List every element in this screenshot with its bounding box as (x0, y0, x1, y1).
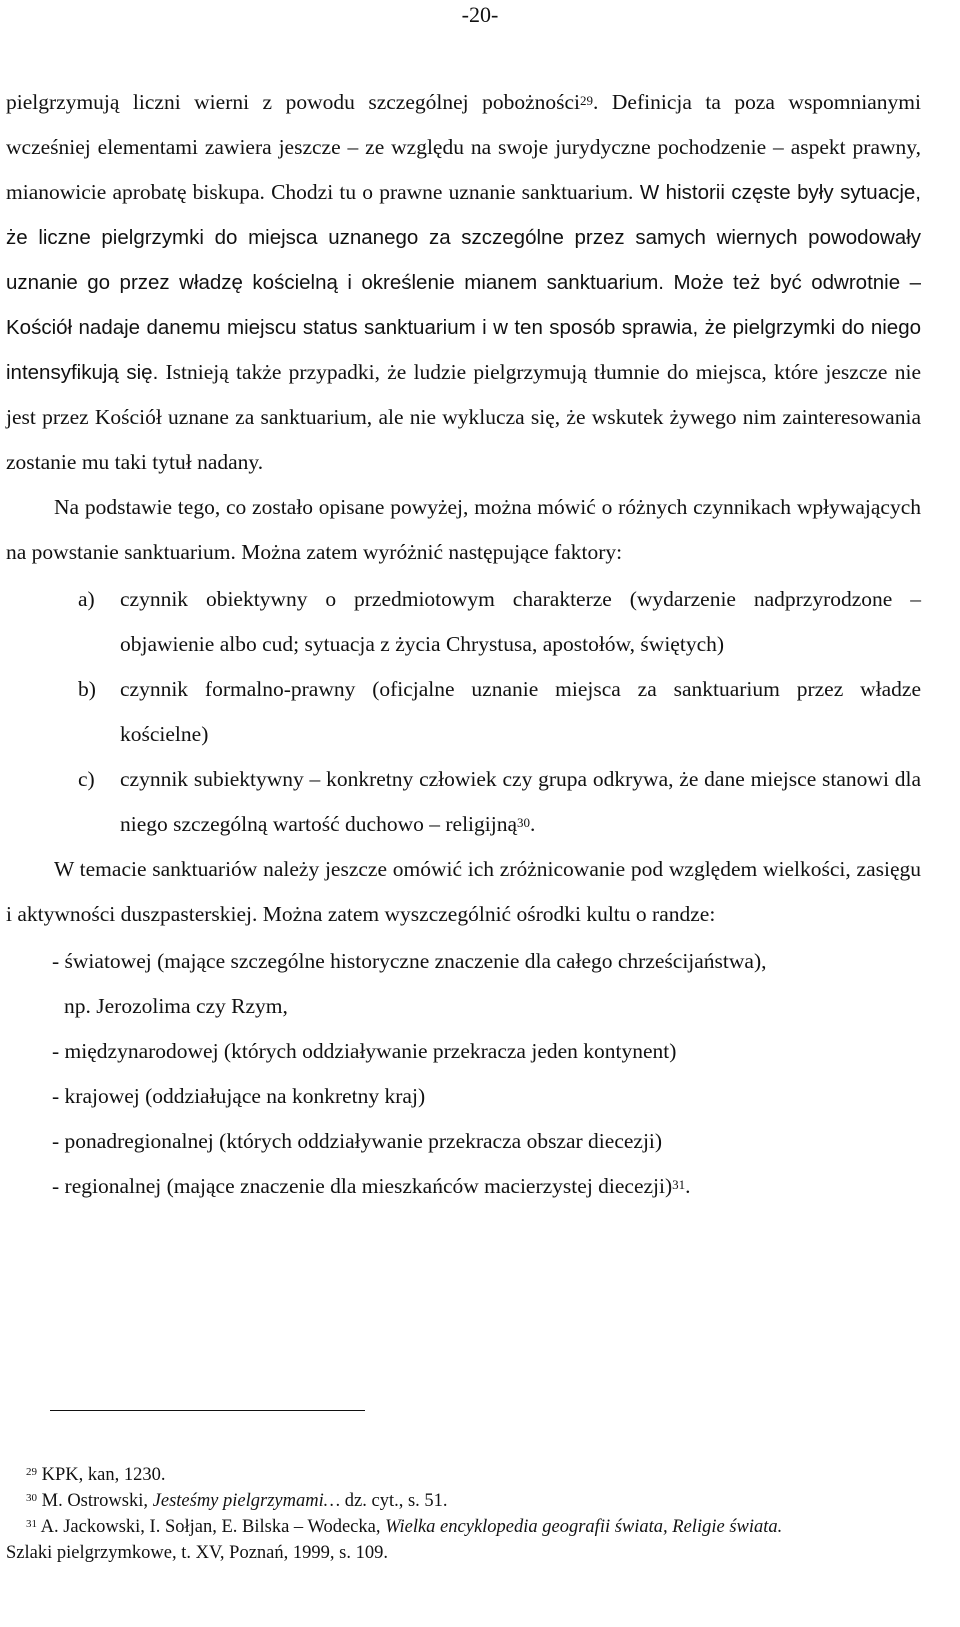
footnote-number: 29 (26, 1466, 37, 1478)
rank-continuation: np. Jerozolima czy Rzym, (64, 994, 288, 1018)
footnote-ref-31[interactable]: 31 (672, 1177, 686, 1192)
footnote-title: Wielka encyklopedia geografii świata, Religie świata. (385, 1517, 783, 1537)
factor-item (6, 667, 921, 757)
rank-end: . (685, 1174, 691, 1198)
factor-list (6, 577, 921, 847)
footnote-text: dz. cyt., s. 51. (340, 1491, 448, 1511)
rank-text: - międzynarodowej (których oddziaływanie przekracza jeden kontynent) (52, 1039, 677, 1063)
paragraph-1-part-2: . Definicja ta poza wspomnianymi wcześniej elementami zawiera jeszcze – ze względu na swoje jurydyczne pochodzenie – aspekt prawny, mianowicie aprobatę biskupa. Chodzi tu o prawne uznanie sanktuarium. (6, 90, 921, 204)
footnote-ref-30[interactable]: 30 (517, 815, 531, 830)
main-text (6, 80, 921, 1209)
footnote-text: A. Jackowski, I. Sołjan, E. Bilska – Wodecka, (37, 1517, 386, 1537)
footnote-title: Jesteśmy pielgrzymami… (152, 1491, 341, 1511)
factor-label: c) (78, 767, 95, 791)
footnote-text: M. Ostrowski, (37, 1491, 153, 1511)
factor-label: b) (78, 677, 96, 701)
factor-text: czynnik formalno-prawny (oficjalne uznanie miejsca za sanktuarium przez władze kościelne) (120, 677, 921, 746)
rank-item (6, 1029, 921, 1074)
factor-item (6, 577, 921, 667)
paragraph-1-part-1: pielgrzymują liczni wierni z powodu szczególnej pobożności (6, 90, 581, 114)
rank-text: - krajowej (oddziałujące na konkretny kraj) (52, 1084, 426, 1108)
footnote-separator (50, 1410, 365, 1411)
footnote-31-continuation: Szlaki pielgrzymkowe, t. XV, Poznań, 1999, s. 109. (6, 1543, 388, 1563)
factor-text: czynnik subiektywny – konkretny człowiek czy grupa odkrywa, że dane miejsce stanowi dla niego szczególną wartość duchowo – religijną (120, 767, 921, 836)
footnote-ref-29[interactable]: 29 (580, 93, 594, 108)
paragraph-1-part-4: Istnieją także przypadki, że ludzie pielgrzymują tłumnie do miejsca, które jeszcze nie jest przez Kościół uznane za sanktuarium, ale nie wyklucza się, że wskutek żywego nim zainteresowania zostanie mu taki tytuł nadany. (6, 360, 921, 474)
footnote-text: KPK, kan, 1230. (37, 1465, 166, 1485)
footnote-29 (6, 1462, 926, 1488)
rank-item (6, 1119, 921, 1164)
factor-text: czynnik obiektywny o przedmiotowym charakterze (wydarzenie nadprzyrodzone – objawienie albo cud; sytuacja z życia Chrystusa, apostołów, świętych) (120, 587, 921, 656)
footnote-31 (6, 1514, 926, 1540)
factor-item (6, 757, 921, 847)
rank-text: - światowej (mające szczególne historyczne znaczenie dla całego chrześcijaństwa), (52, 949, 767, 973)
footnote-number: 30 (26, 1492, 37, 1504)
factor-end: . (530, 812, 536, 836)
page-number: -20- (461, 2, 499, 27)
rank-text: - ponadregionalnej (których oddziaływanie przekracza obszar diecezji) (52, 1129, 663, 1153)
paragraph-1 (6, 80, 921, 485)
footnotes (6, 1462, 926, 1566)
factor-label: a) (78, 587, 95, 611)
footnote-number: 31 (26, 1518, 37, 1530)
paragraph-3: W temacie sanktuariów należy jeszcze omówić ich zróżnicowanie pod względem wielkości, zasięgu i aktywności duszpasterskiej. Można zatem wyszczególnić ośrodki kultu o randze: (6, 857, 921, 926)
rank-item (6, 1074, 921, 1119)
rank-item (6, 939, 921, 1029)
footnote-30 (6, 1488, 926, 1514)
paragraph-2: Na podstawie tego, co zostało opisane powyżej, można mówić o różnych czynnikach wpływających na powstanie sanktuarium. Można zatem wyróżnić następujące faktory: (6, 495, 921, 564)
rank-text: - regionalnej (mające znaczenie dla mieszkańców macierzystej diecezji) (52, 1174, 673, 1198)
rank-list (6, 939, 921, 1209)
rank-item (6, 1164, 921, 1209)
paragraph-1-part-3: W historii częste były sytuacje, że liczne pielgrzymki do miejsca uznanego za szczególne przez samych wiernych powodowały uznanie go przez władzę kościelną i określenie mianem sanktuarium. Może też być odwrotnie – Kościół nadaje danemu miejscu status sanktuarium i w ten sposób sprawia, że pielgrzymki do niego intensyfikują się. (6, 181, 921, 384)
